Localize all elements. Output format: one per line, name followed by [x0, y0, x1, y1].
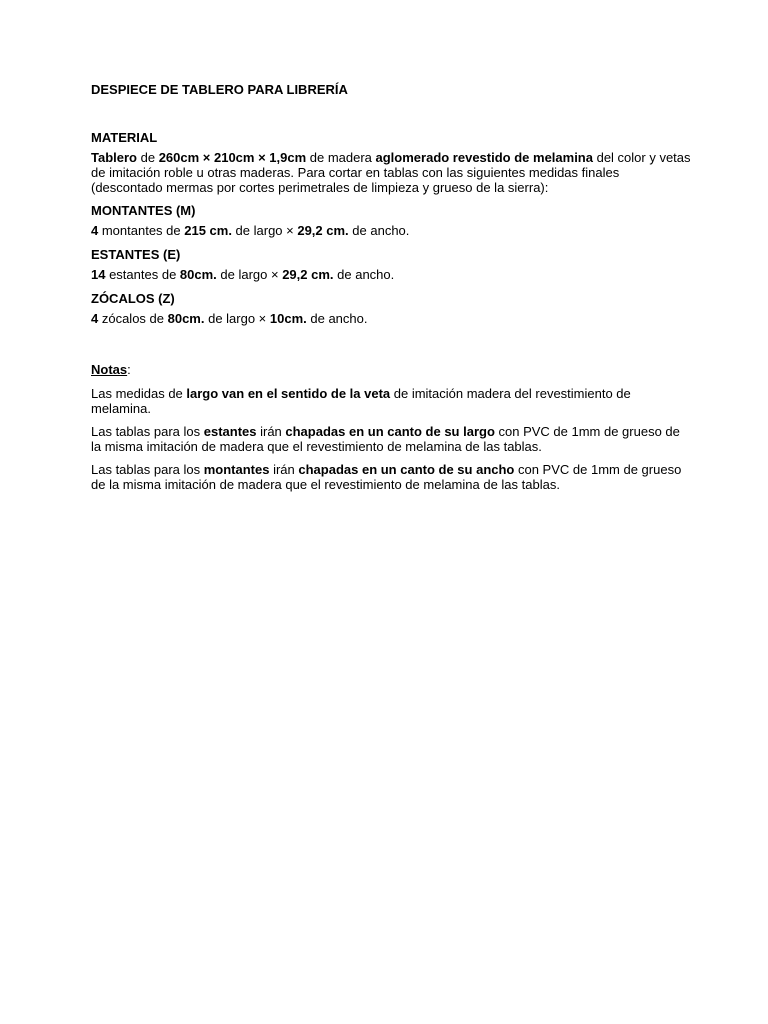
material-text-1: de — [137, 150, 159, 165]
montantes-text-3: de ancho. — [348, 223, 410, 238]
montantes-line — [91, 223, 691, 238]
estantes-line — [91, 267, 691, 282]
zocalos-largo: 80cm. — [167, 311, 205, 326]
material-tablero: Tablero — [91, 150, 137, 165]
montantes-text-2: de largo × — [231, 223, 298, 238]
zocalos-heading: ZÓCALOS (Z) — [91, 291, 175, 306]
montantes-qty: 4 — [91, 223, 99, 238]
zocalos-text-1: zócalos de — [98, 311, 168, 326]
estantes-text-1: estantes de — [105, 267, 180, 282]
material-text-2: de madera — [306, 150, 376, 165]
material-paragraph — [91, 150, 691, 195]
nota-2-text-c: irán — [256, 424, 286, 439]
zocalos-line — [91, 311, 691, 326]
notas-label: Notas — [91, 362, 128, 377]
nota-3-text-a: Las tablas para los — [91, 462, 204, 477]
document-page — [91, 82, 691, 500]
nota-2-estantes: estantes — [203, 424, 257, 439]
nota-2 — [91, 424, 691, 454]
material-type: aglomerado revestido de melamina — [375, 150, 593, 165]
document-title: DESPIECE DE TABLERO PARA LIBRERÍA — [91, 82, 348, 97]
estantes-ancho: 29,2 cm. — [282, 267, 334, 282]
estantes-largo: 80cm. — [179, 267, 217, 282]
montantes-text-1: montantes de — [98, 223, 185, 238]
nota-2-chapadas: chapadas en un canto de su largo — [285, 424, 495, 439]
material-dimensions: 260cm × 210cm × 1,9cm — [158, 150, 307, 165]
estantes-qty: 14 — [91, 267, 106, 282]
nota-2-text-e: con PVC de 1mm de grueso de la misma imitación de madera que el revestimiento de melamina de las tablas. — [91, 424, 680, 454]
nota-3-text-e: con PVC de 1mm de grueso de la misma imitación de madera que el revestimiento de melamina de las tablas. — [91, 462, 682, 492]
nota-2-text-a: Las tablas para los — [91, 424, 204, 439]
montantes-ancho: 29,2 cm. — [297, 223, 349, 238]
notas-heading — [91, 362, 691, 377]
zocalos-qty: 4 — [91, 311, 99, 326]
nota-3-text-c: irán — [269, 462, 299, 477]
estantes-text-2: de largo × — [216, 267, 283, 282]
estantes-text-3: de ancho. — [333, 267, 395, 282]
nota-1-bold: largo van en el sentido de la veta — [186, 386, 391, 401]
nota-3-montantes: montantes — [203, 462, 270, 477]
montantes-heading: MONTANTES (M) — [91, 203, 196, 218]
nota-3-chapadas: chapadas en un canto de su ancho — [298, 462, 515, 477]
section-spacer — [91, 335, 691, 362]
material-heading: MATERIAL — [91, 130, 158, 145]
zocalos-ancho: 10cm. — [269, 311, 307, 326]
notas-colon: : — [127, 362, 131, 377]
zocalos-text-3: de ancho. — [306, 311, 368, 326]
nota-1 — [91, 386, 691, 416]
nota-1-text-a: Las medidas de — [91, 386, 187, 401]
nota-3 — [91, 462, 691, 492]
montantes-largo: 215 cm. — [184, 223, 232, 238]
zocalos-text-2: de largo × — [204, 311, 270, 326]
material-text-3: del color y vetas de imitación roble u otras maderas. Para cortar en tablas con las siguientes medidas finales (descontado mermas por cortes perimetrales de limpieza y grueso de la sierra): — [91, 150, 691, 195]
estantes-heading: ESTANTES (E) — [91, 247, 181, 262]
nota-1-text-c: de imitación madera del revestimiento de melamina. — [91, 386, 631, 416]
